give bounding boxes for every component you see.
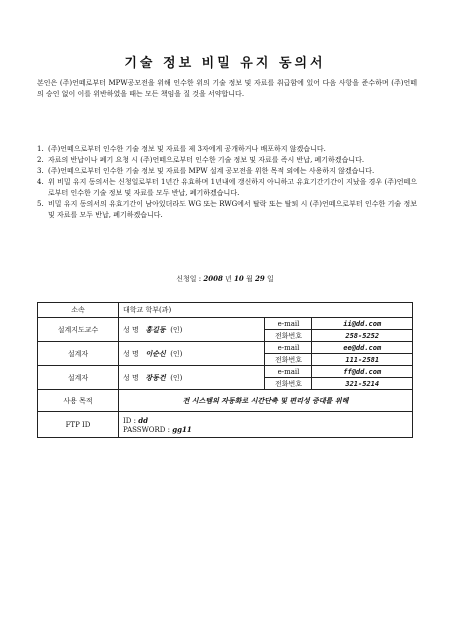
- ftp-password-value: gg11: [172, 424, 192, 434]
- email-value: ee@dd.com: [312, 342, 413, 354]
- name-cell: [119, 342, 265, 366]
- ftp-password-line: [123, 425, 408, 434]
- purpose-label: 사용 목적: [38, 390, 119, 412]
- table-row: [38, 318, 413, 330]
- table-row: [38, 366, 413, 378]
- seal-mark: (인): [170, 349, 183, 358]
- ftp-credentials: [119, 412, 413, 438]
- phone-value: 111-2581: [312, 354, 413, 366]
- ftp-id-value: dd: [138, 415, 148, 425]
- phone-value: 321-5214: [312, 378, 413, 390]
- ftp-id-label: ID :: [123, 416, 136, 425]
- seal-mark: (인): [170, 325, 183, 334]
- ftp-label: FTP ID: [38, 412, 119, 438]
- date-year-unit: 년: [225, 275, 232, 283]
- affiliation-label: 소속: [38, 303, 119, 318]
- term-number: 2.: [37, 156, 44, 164]
- date-month: 10: [234, 274, 244, 283]
- name-cell: [119, 366, 265, 390]
- list-item: [37, 155, 417, 166]
- name-label: 성 명: [123, 325, 139, 334]
- affiliation-value: 대학교 학부(과): [119, 303, 413, 318]
- phone-value: 258-5252: [312, 330, 413, 342]
- phone-label: 전화번호: [265, 330, 312, 342]
- email-label: e-mail: [265, 318, 312, 330]
- date-day-unit: 일: [267, 275, 274, 283]
- terms-list: [37, 144, 417, 221]
- date-month-unit: 월: [246, 275, 253, 283]
- email-value: ff@dd.com: [312, 366, 413, 378]
- phone-label: 전화번호: [265, 378, 312, 390]
- intro-paragraph: 본인은 (주)언떼로부터 MPW공모전을 위해 인수한 위의 기술 정보 및 자료를 취급함에 있어 다음 사항을 준수하며 (주)언떼의 승인 없이 이를 위반하였을 때는 모든 책임을 질 것을 서약합니다.: [37, 79, 417, 98]
- name-label: 성 명: [123, 373, 139, 382]
- table-row: [38, 303, 413, 318]
- list-item: [37, 199, 417, 221]
- name-value: 홍길동: [145, 324, 166, 334]
- date-day: 29: [255, 274, 265, 283]
- term-number: 1.: [37, 145, 44, 153]
- term-number: 3.: [37, 167, 44, 175]
- term-number: 5.: [37, 200, 44, 208]
- table-row: [38, 342, 413, 354]
- term-text: 자료의 반납이나 폐기 요청 시 (주)언떼으로부터 인수한 기술 정보 및 자료를 즉시 반납, 폐기하겠습니다.: [48, 156, 365, 164]
- term-text: (주)언떼으로부터 인수한 기술 정보 및 자료를 MPW 설계 공모전을 위한 목적 외에는 사용하지 않겠습니다.: [48, 167, 375, 175]
- email-label: e-mail: [265, 342, 312, 354]
- role-label: 설계자: [38, 342, 119, 366]
- document-title: 기술 정보 비밀 유지 동의서: [124, 56, 326, 71]
- list-item: [37, 144, 417, 155]
- application-date: [0, 274, 450, 284]
- term-text: 비밀 유지 동의서의 유효기간이 남아있더라도 WG 또는 RWG에서 탈락 또는 탈퇴 시 (주)언떼으로부터 인수한 기술 정보 및 자료를 모두 반납, 폐기하겠습니다.: [48, 200, 417, 219]
- purpose-value: [119, 390, 413, 412]
- date-year: 2008: [203, 274, 223, 283]
- name-value: 장동건: [145, 372, 166, 382]
- term-text: 위 비밀 유지 동의서는 신청일로부터 1년간 유효하며 1년내에 갱신하지 아니하고 유효기간기간이 지났을 경우 (주)언떼으로부터 인수한 기술 정보 및 자료를 모두 반납, 폐기하겠습니다.: [48, 178, 417, 197]
- name-cell: [119, 318, 265, 342]
- email-label: e-mail: [265, 366, 312, 378]
- ftp-id-line: [123, 416, 408, 425]
- purpose-text: 전 시스템의 자동화로 시간단축 및 편리성 증대를 위해: [182, 395, 349, 405]
- list-item: [37, 177, 417, 199]
- table-row: [38, 390, 413, 412]
- phone-label: 전화번호: [265, 354, 312, 366]
- name-label: 성 명: [123, 349, 139, 358]
- term-number: 4.: [37, 178, 44, 186]
- date-label: 신청일 :: [176, 275, 202, 283]
- role-label: 설계자: [38, 366, 119, 390]
- name-value: 이순신: [145, 348, 166, 358]
- table-row: [38, 412, 413, 438]
- term-text: (주)언떼으로부터 인수한 기술 정보 및 자료를 제 3자에게 공개하거나 배포하지 않겠습니다.: [48, 145, 326, 153]
- email-value: ii@dd.com: [312, 318, 413, 330]
- ftp-password-label: PASSWORD :: [123, 425, 170, 434]
- role-label: 설계지도교수: [38, 318, 119, 342]
- list-item: [37, 166, 417, 177]
- applicant-info-table: [37, 302, 413, 438]
- seal-mark: (인): [170, 373, 183, 382]
